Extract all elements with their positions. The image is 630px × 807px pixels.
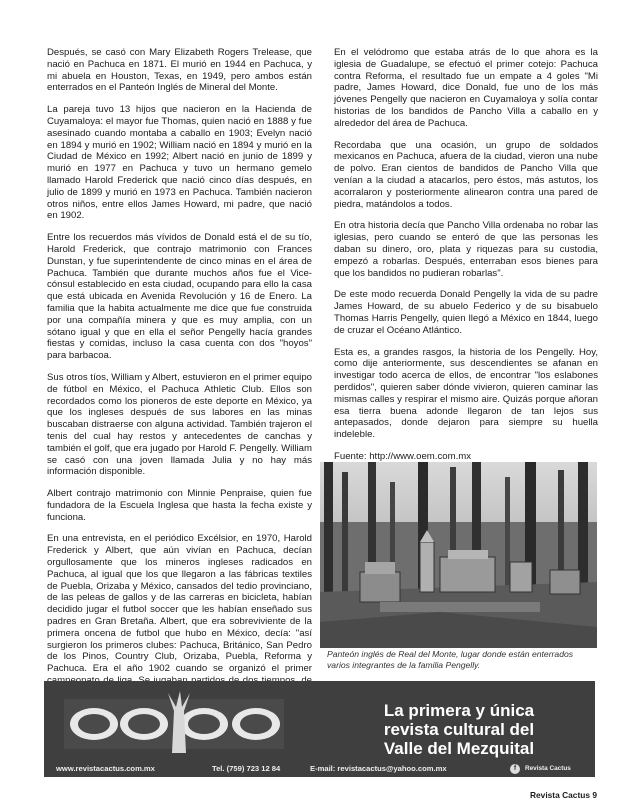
article-right-column [334, 47, 598, 473]
banner-title-line: Valle del Mezquital [383, 739, 535, 758]
paragraph: En otra historia decía que Pancho Villa ordenaba no robar las iglesias, pero cuando se enteró de que las personas les daban su dinero, oro, plata y riquezas para su custodia, empezó a robarlas. Después, enterraban esos bienes para que los bandidos no pudieran robarlas". [334, 220, 598, 279]
paragraph: En una entrevista, en el periódico Excélsior, en 1970, Harold Frederick y Albert, que aún vivían en Pachuca, decían orgullosamente que los mineros ingleses radicados en Pachuca, al igual que los que llegaron a las fábricas textiles de Puebla, Orizaba y México, cansados del tedio provinciano, de las peleas de gallos y de las carreras en bicicleta, habían decidido jugar el futbol soccer que les habían enseñado sus padres en Gran Bretaña. Albert, que era sobreviviente de la primera oncena de futbol que hubo en México, decía: "así surgieron los primeros clubes: Pachuca, Británico, San Pedro de los Pinos, Country Club, Orizaba, Puebla, Reforma y Pachuca. Era el año 1902 cuando se organizó el primer [47, 533, 312, 675]
paragraph: Recordaba que una ocasión, un grupo de soldados mexicanos en Pachuca, afuera de la ciudad, vieron una nube de polvo. Eran cientos de bandidos de Pancho Villa que venían a la ciudad a atacarlos, pero éstos, más astutos, los acorralaron y posteriormente alinearon contra una pared de piedra, matándolos a todos. [334, 139, 598, 210]
paragraph: De este modo recuerda Donald Pengelly la vida de su padre James Howard, de su abuelo Federico y de su bisabuelo Thomas Harris Pengelly, quien llegó a México en 1844, luego de cruzar el Océano Atlántico. [334, 289, 598, 336]
banner-title [334, 701, 584, 758]
cactus-logo-art [64, 691, 284, 753]
paragraph: Después, se casó con Mary Elizabeth Rogers Trelease, que nació en Pachuca en 1871. El murió en 1944 en Pachuca, y mi abuela en Houston, Texas, en 1949, pero ambos están enterrados en el Panteón Inglés de Mineral del Monte. [47, 47, 312, 94]
banner-title-line: La primera y única [383, 701, 535, 720]
banner-title-line: revista cultural del [383, 720, 535, 739]
facebook-icon: f [510, 764, 520, 774]
paragraph: La pareja tuvo 13 hijos que nacieron en la Hacienda de Cuyamaloya: el mayor fue Thomas, quien nació en 1888 y fue asesinado cuando montaba a caballo en 1903; Evelyn nació en 1894 y murió en 1902; William nació en 1894 y murió en la Ciudad de México en 1992; Albert nació en junio de 1899 y murió en 1977 en Pachuca y tuvo un hermano gemelo llamado Harold Frederick que nació cinco días después, en julio de 1899 y murió en 1973 en Pachuca. También nacieron otros niños, entre ellos James Howard, mi padre, que nació en 1902. [47, 104, 312, 222]
article-left-column [47, 47, 312, 720]
advertisement-banner [44, 681, 595, 777]
website-link[interactable]: www.revistacactus.com.mx [56, 764, 155, 773]
paragraph: En el velódromo que estaba atrás de lo que ahora es la iglesia de Guadalupe, se efectuó el primer cotejo: Pachuca contra Reforma, el resultado fue un empate a 4 goles "Mi padre, James Howard, dice Donald, fue uno de los más jóvenes Pengelly que nacieron en Cuyamaloya y solía contar historias de los bandidos de Pancho Villa a caballo en y alrededor del área de Pachuca. [334, 47, 598, 129]
photo-caption: Panteón inglés de Real del Monte, lugar donde están enterrados varios integrantes de la familia Pengelly. [327, 649, 574, 670]
facebook-page-name: Revista Cactus [525, 765, 571, 772]
paragraph: Sus otros tíos, William y Albert, estuvieron en el primer equipo de fútbol en México, el Pachuca Athletic Club. Ellos son recordados como los pioneros de este deporte en México, ya que los ingleses después de sus labores en las minas buscaban distraerse con alguna actividad. También trajeron el tenis del cual hay restos y antecedentes de canchas y también el golf, que era jugado por Harold F. Pengelly. William se casó con una joven llamada Julia y no hay más información disponible. [47, 371, 312, 478]
source-line: Fuente: http://www.oem.com.mx [334, 450, 472, 462]
phone-number: Tel. (759) 723 12 84 [212, 764, 281, 773]
cemetery-photo [320, 462, 597, 648]
page-folio: Revista Cactus 9 [529, 790, 597, 800]
paragraph: Esta es, a grandes rasgos, la historia de los Pengelly. Hoy, como dije anteriormente, sus descendientes se afanan en investigar todo acerca de ellos, de encontrar "los eslabones perdidos", quieren saber dónde vivieron, quieren caminar las mismas calles y respirar el mismo aire. Quizás porque añoran esa tierra buena adonde llegaron de tan lejos sus antepasados, donde dejaron para siempre su huella indeleble. [334, 346, 598, 441]
banner-contact-strip [44, 761, 595, 777]
paragraph: Albert contrajo matrimonio con Minnie Penpraise, quien fue fundadora de la Escuela Inglesa que hasta la fecha existe y funciona. [47, 488, 312, 523]
email-address[interactable]: E-mail: revistacactus@yahoo.com.mx [310, 764, 447, 773]
paragraph: Entre los recuerdos más vívidos de Donald está el de su tío, Harold Frederick, que contrajo matrimonio con Frances Dunstan, y fue superintendente de cinco minas en el área de Pachuca. También que durante muchos años fue el Vice-cónsul establecido en esta ciudad, ocupando para ello la casa que está ubicada en Avenida Revolución y 16 de Enero. La familia que la habita actualmente me dice que fue construida por una compañía minera y que es muy amplia, con un sótano igual y que en ella el señor Pengelly hacía grandes fiestas y comidas, incluso la casa cuenta con dos "hoyos" para barbacoa. [47, 232, 312, 362]
